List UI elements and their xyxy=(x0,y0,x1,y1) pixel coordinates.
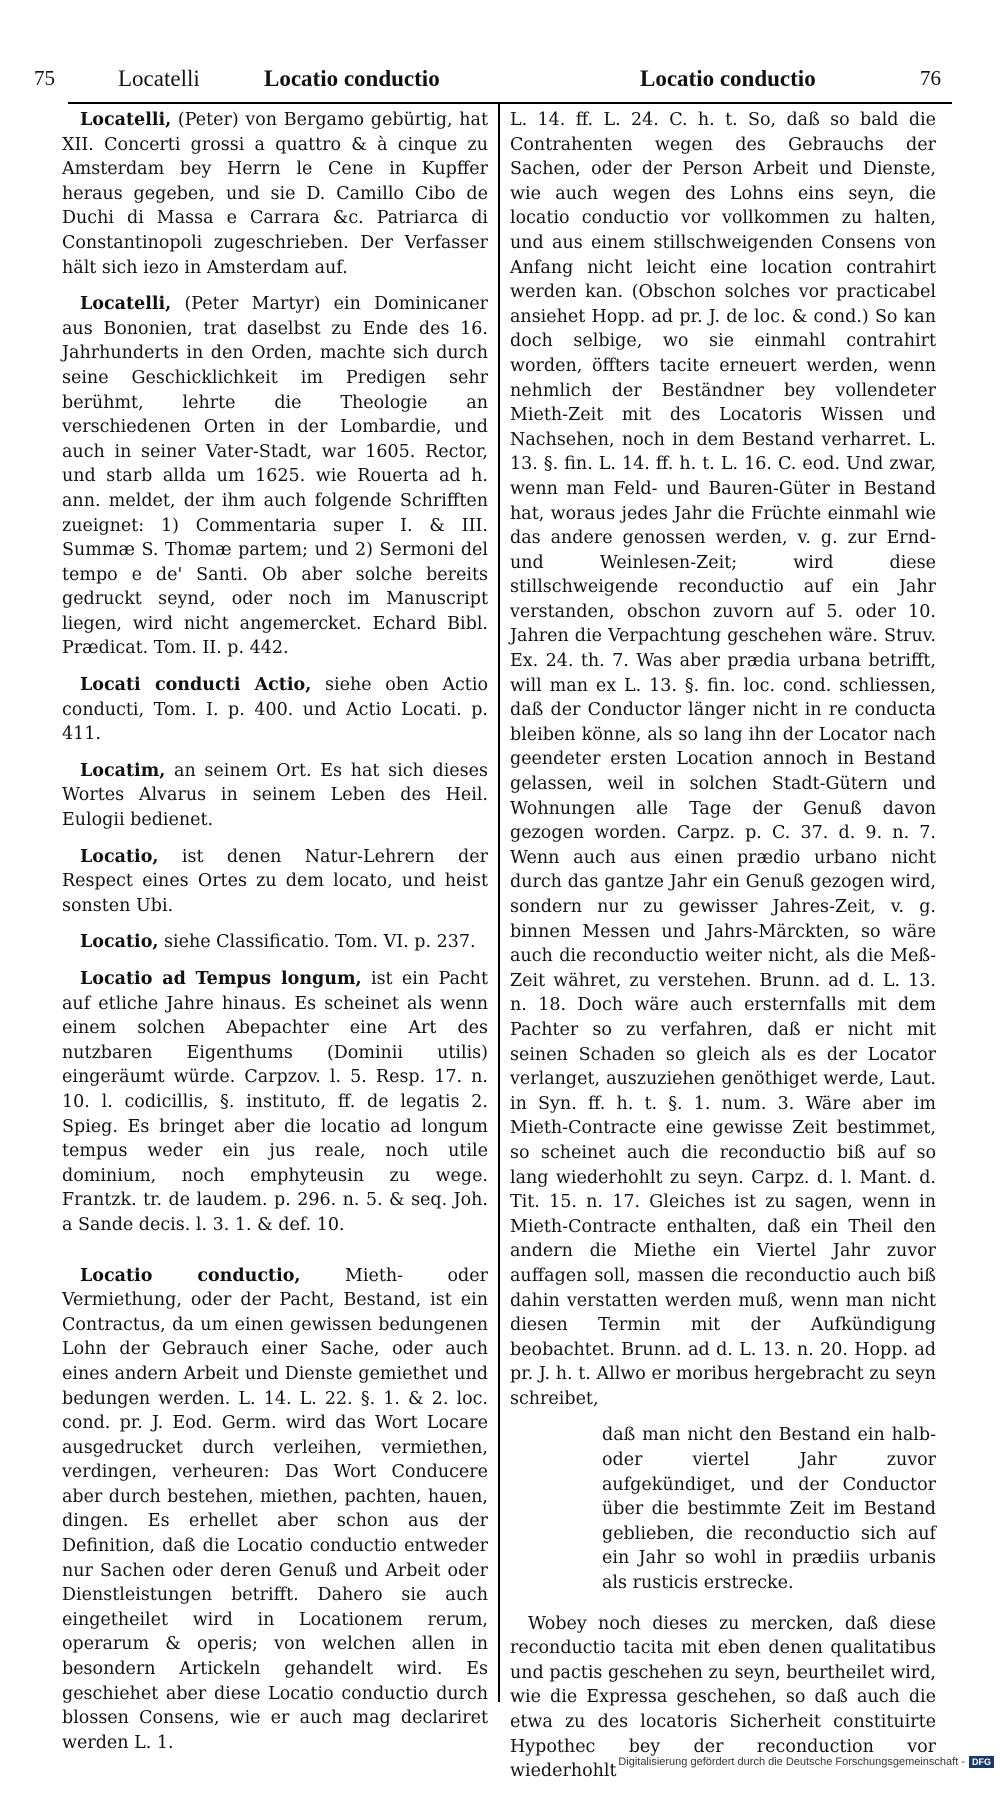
entry-locati-conducti-actio: Locati conducti Actio, siehe oben Actio conducti, Tom. I. p. 400. und Actio Locati. p. 411. xyxy=(62,675,488,745)
entry-locatio-ad-tempus-longum: Locatio ad Tempus longum, ist ein Pacht auf etliche Jahre hinaus. Es scheinet als wenn einem solchen Abepachter eine Art des nutzbaren Eigenthums (Dominii utilis) eingeräumt würde. Carpzov. l. 5. Resp. 17. n. 10. l. codicillis, §. instituto, ff. de legatis 2. Spieg. Es bringet aber die locatio ad longum tempus weder ein jus reale, noch utile dominium, noch emphyteusin zu wege. Frantzk. tr. de laudem. p. 296. n. 5. & seq. Joh. a Sande decis. l. 3. 1. & def. 10. xyxy=(62,969,488,1235)
right-column xyxy=(510,108,936,1796)
column-divider xyxy=(498,102,500,1702)
left-column xyxy=(62,108,488,1767)
footer-text: Digitalisierung gefördert durch die Deutsche Forschungsgemeinschaft - xyxy=(618,1756,965,1768)
entry-locatio-classificatio: Locatio, siehe Classificatio. Tom. VI. p. 237. xyxy=(80,932,476,953)
right-page-number: 76 xyxy=(920,66,941,90)
digitization-footer xyxy=(618,1756,994,1768)
entry-locatio-ubi: Locatio, ist denen Natur-Lehrern der Respect eines Ortes zu dem locato, und heist sonsten Ubi. xyxy=(62,846,488,916)
right-closing-text: Wobey noch dieses zu mercken, daß diese reconductio tacita mit eben denen qualitatibus und pactis geschehen zu seyn, beurtheilet wird, wie die Expressa geschehen, so daß auch die etwa zu des locatoris Sicherheit constituirte Hypothec bey der reconduction vor wiederhohlt xyxy=(510,1613,936,1782)
right-indented-text: daß man nicht den Bestand ein halb- oder viertel Jahr zuvor aufgekündiget, und der Conductor über die bestimmte Zeit im Bestand geblieben, die reconductio sich auf ein Jahr so wohl in prædiis urbanis als rusticis erstrecke. xyxy=(602,1425,936,1594)
entry-locatim: Locatim, an seinem Ort. Es hat sich dieses Wortes Alvarus in seinem Leben des Heil. Eulogii bedienet. xyxy=(62,760,488,831)
left-running-head: Locatelli xyxy=(118,66,200,91)
entry-locatelli-peter: Locatelli, (Peter) von Bergamo gebürtig, hat XII. Concerti grossi a quattro & à cinque zu Amsterdam bey Herrn le Cene in Kupffer heraus gegeben, und sie D. Camillo Cibo de Duchi di Massa e Carrara &c. Patriarca di Constantinopoli zugeschrieben. Der Verfasser hält sich iezo in Amsterdam auf. xyxy=(62,110,488,278)
entry-locatio-conductio: Locatio conductio, Mieth- oder Vermiethung, oder der Pacht, Bestand, ist ein Contractus, da um einen gewissen bedungenen Lohn der Gebrauch einer Sache, oder auch eines andern Arbeit und Dienste gemiethet und bedungen werden. L. 14. L. 22. §. 1. & 2. loc. cond. pr. J. Eod. Germ. wird das Wort Locare ausgedrucket durch verleihen, vermiethen, verdingen, verheuren: Das Wort Conducere aber durch bestehen, miethen, pachten, hauen, dingen. Es erhellet aber schon aus der Definition, daß die Locatio conductio entweder nur Sachen oder deren Genuß und Arbeit oder Dienstleistungen betrifft. Dahero sie auch eingetheilet wird in Locationem rerum, operarum & operis; von welchen allen in besondern Artickeln gehandelt wird. Es geschiehet aber diese Locatio conductio durch blossen Consens, wie er auch mag declariret werden L. 1. xyxy=(62,1265,488,1753)
dfg-logo: DFG xyxy=(969,1756,994,1768)
right-main-text: L. 14. ff. L. 24. C. h. t. So, daß so bald die Contrahenten wegen des Gebrauchs der Sachen, oder der Person Arbeit und Dienste, wie auch wegen des Lohns eins seyn, die locatio conductio vor vollkommen zu halten, und aus einem stillschweigenden Consens von Anfang nicht leicht eine location contrahirt werden kan. (Obschon solches vor practicabel ansiehet Hopp. ad pr. J. de loc. & cond.) So kan doch selbige, wo sie einmahl contrahirt worden, öffters tacite erneuert werden, wenn nehmlich der Beständner bey vollendeter Mieth-Zeit mit des Locatoris Wissen und Nachsehen, noch in dem Bestand verharret. L. 13. §. fin. L. 14. ff. h. t. L. 16. C. eod. Und zwar, wenn man Feld- und Bauren-Güter in Bestand hat, woraus jedes Jahr die Früchte einmahl wie das andere genossen werden, v. g. zur Ernd- und Weinlesen-Zeit; wird diese stillschweigende reconductio auf ein Jahr verstanden, obschon zuvorn auf 5. oder 10. Jahren die Verpachtung geschehen wäre. Struv. Ex. 24. th. 7. Was aber prædia urbana betrifft, will man ex L. 13. §. fin. loc. cond. schliessen, daß der Conductor länger nicht in re conducta bleiben könne, als so lang ihn der Locator nach geendeter ersten Location annoch in Bestand gelassen, weil in solchen Stadt-Gütern und Wohnungen alle Tage der Genuß davon gezogen worden. Carpz. p. C. 37. d. 9. n. 7. Wenn auch aus einen prædio urbano nicht durch das gantze Jahr ein Genuß gezogen wird, sondern nur zu gewisser Jahres-Zeit, v. g. binnen Messen und Jahrs-Märckten, so wäre auch die reconductio weiter nicht, als die Meß-Zeit währet, zu verstehen. Brunn. ad d. L. 13. n. 18. Doch wäre auch ersternfalls mit dem Pachter so zu verfahren, daß er nicht mit seinen Schaden so gleich als es der Locator verlanget, auszuziehen genöthiget werde, Laut. in Syn. ff. h. t. §. 1. num. 3. Wäre aber im Mieth-Contracte eine gewisse Zeit bestimmet, so scheinet auch die reconductio biß auf so lang wiederhohlt zu seyn. Carpz. d. l. Mant. d. Tit. 15. n. 17. Gleiches ist zu sagen, wenn in Mieth-Contracte enthalten, daß ein Theil den andern die Miethe ein Viertel Jahr zuvor auffagen soll, massen die reconductio auch biß dahin verstatten werden muß, wenn man nicht diesen Termin mit der Aufkündigung beobachtet. Brunn. ad d. L. 13. n. 20. Hopp. ad pr. J. h. t. Allwo er moribus hergebracht zu seyn schreibet, xyxy=(510,110,936,1409)
left-page-number: 75 xyxy=(34,66,55,90)
entry-locatelli-peter-martyr: Locatelli, (Peter Martyr) ein Dominicaner aus Bononien, trat daselbst zu Ende des 16. Jahrhunderts in den Orden, machte sich durch seine Geschicklichkeit im Predigen sehr berühmt, lehrte die Theologie an verschiedenen Orten in der Lombardie, und auch in seiner Vater-Stadt, war 1605. Rector, und starb allda um 1625. wie Rouerta ad h. ann. meldet, der ihm auch folgende Schrifften zueignet: 1) Commentaria super I. & III. Summæ S. Thomæ partem; und 2) Sermoni del tempo e de' Santi. Ob aber solche bereits gedruckt seynd, oder noch im Manuscript liegen, wird nicht angemercket. Echard Bibl. Prædicat. Tom. II. p. 442. xyxy=(62,294,488,659)
left-section-title: Locatio conductio xyxy=(264,66,440,91)
header-rule xyxy=(68,102,952,104)
right-section-title: Locatio conductio xyxy=(640,66,816,91)
